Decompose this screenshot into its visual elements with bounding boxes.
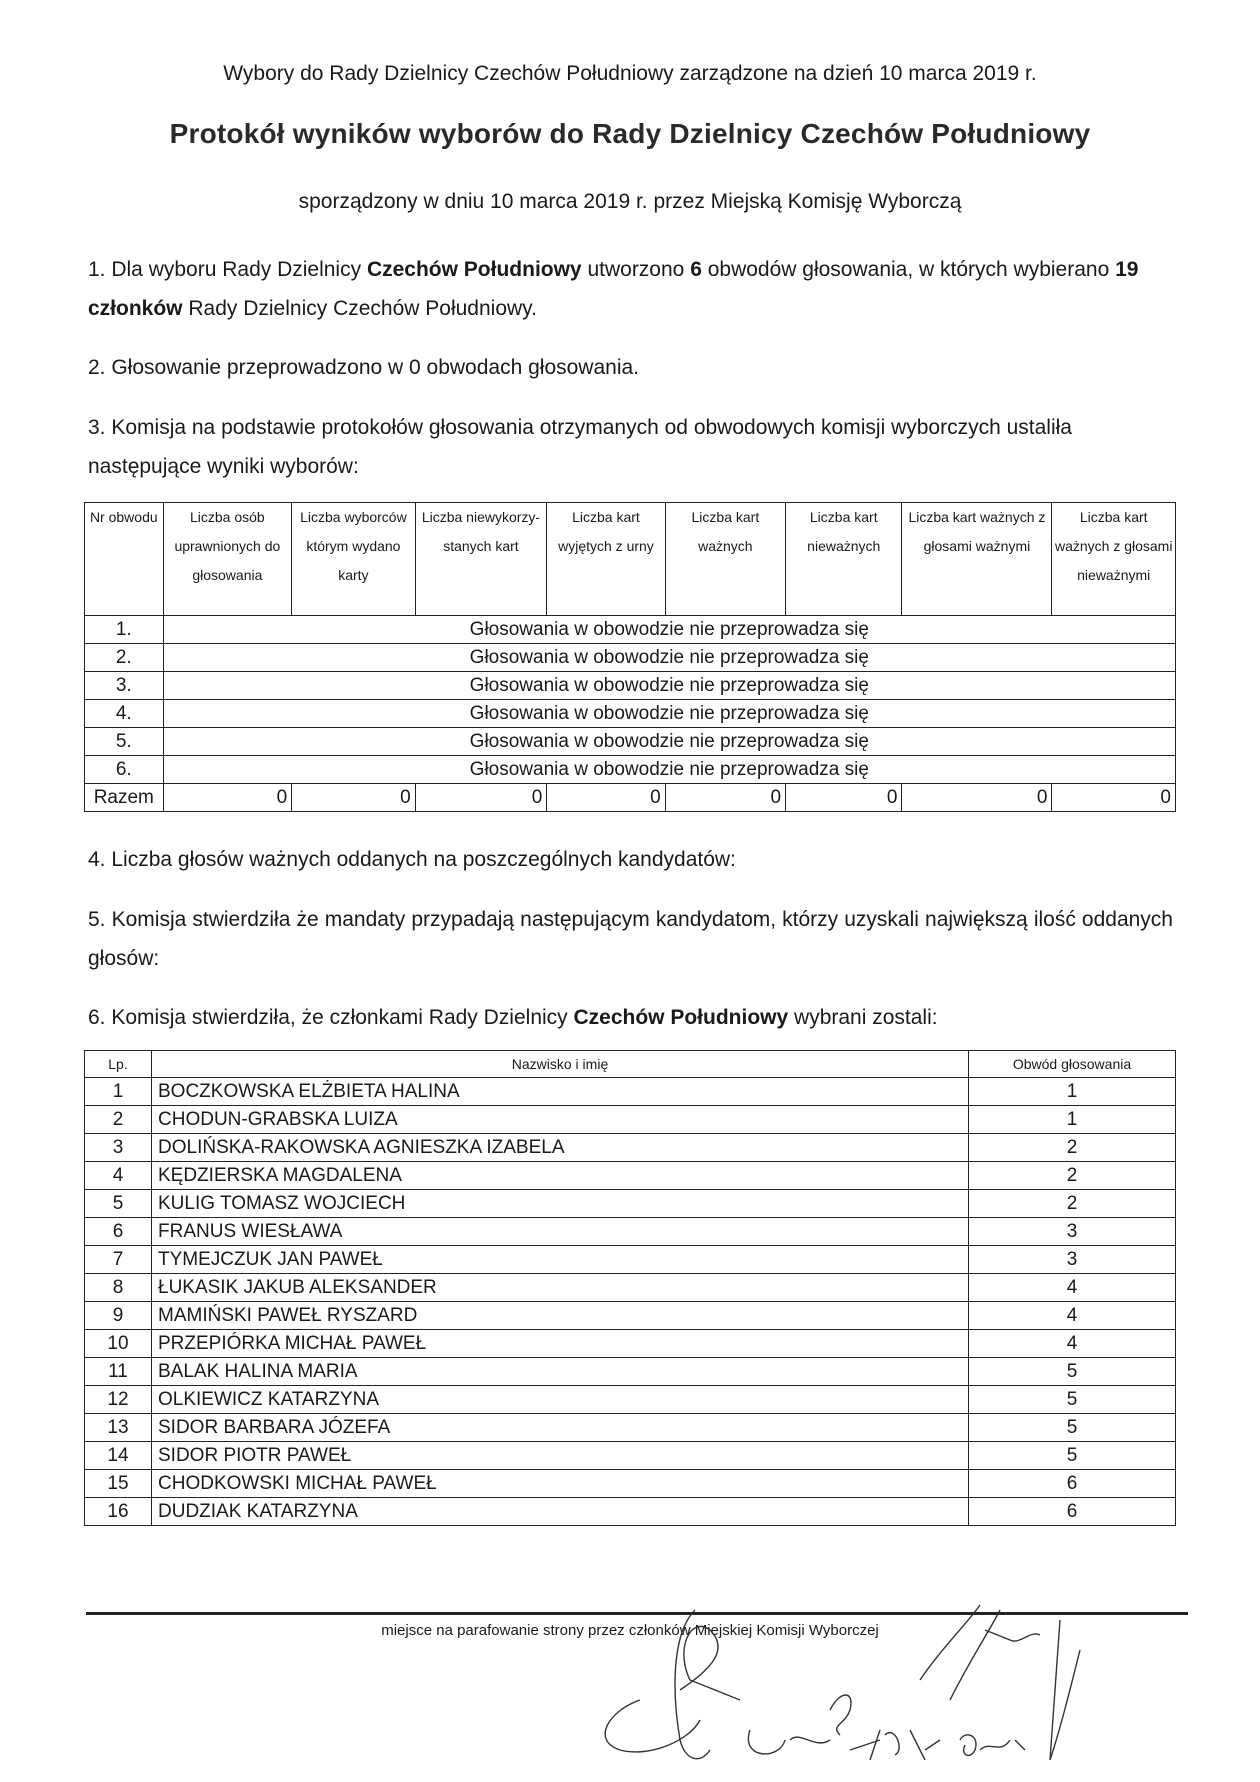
handwritten-signatures-icon <box>580 1590 1200 1780</box>
members-header-row <box>85 1051 1176 1078</box>
section-1: 1. Dla wyboru Rady Dzielnicy Czechów Południowy utworzono 6 obwodów głosowania, w których wybierano 19 członków Rady Dzielnicy Czechów Południowy. <box>88 258 1139 320</box>
col-header: Liczba kart ważnych z głosami ważnymi <box>902 503 1052 616</box>
col-header-obwod: Obwód głosowania <box>969 1051 1176 1078</box>
table-row: 13 SIDOR BARBARA JÓZEFA 5 <box>85 1414 1176 1442</box>
section-4: 4. Liczba głosów ważnych oddanych na poszczególnych kandydatów: <box>88 848 736 871</box>
table-row: 3 DOLIŃSKA-RAKOWSKA AGNIESZKA IZABELA 2 <box>85 1134 1176 1162</box>
table-row: 7 TYMEJCZUK JAN PAWEŁ 3 <box>85 1246 1176 1274</box>
table-row: 4. Głosowania w obowodzie nie przeprowadza się <box>85 700 1176 728</box>
total-row: Razem 0 0 0 0 0 0 0 0 <box>85 784 1176 812</box>
table-row: 4 KĘDZIERSKA MAGDALENA 2 <box>85 1162 1176 1190</box>
document-subtitle: sporządzony w dniu 10 marca 2019 r. przez Miejską Komisję Wyborczą <box>298 190 962 213</box>
col-header-lp: Lp. <box>85 1051 152 1078</box>
section-3: 3. Komisja na podstawie protokołów głosowania otrzymanych od obwodowych komisji wyborczych ustaliła następujące wyniki wyborów: <box>88 416 1072 478</box>
members-table <box>84 1050 1176 1526</box>
table-row: 2 CHODUN-GRABSKA LUIZA 1 <box>85 1106 1176 1134</box>
table-row: 5. Głosowania w obowodzie nie przeprowadza się <box>85 728 1176 756</box>
table-row: 10 PRZEPIÓRKA MICHAŁ PAWEŁ 4 <box>85 1330 1176 1358</box>
table-row: 3. Głosowania w obowodzie nie przeprowadza się <box>85 672 1176 700</box>
table-row: 1 BOCZKOWSKA ELŻBIETA HALINA 1 <box>85 1078 1176 1106</box>
table-row: 16 DUDZIAK KATARZYNA 6 <box>85 1498 1176 1526</box>
table-row: 2. Głosowania w obowodzie nie przeprowadza się <box>85 644 1176 672</box>
col-header: Liczba kart ważnych <box>665 503 785 616</box>
table-row: 9 MAMIŃSKI PAWEŁ RYSZARD 4 <box>85 1302 1176 1330</box>
table-row: 12 OLKIEWICZ KATARZYNA 5 <box>85 1386 1176 1414</box>
signature-caption: miejsce na parafowanie strony przez członków Miejskiej Komisji Wyborczej <box>381 1622 879 1639</box>
section-5: 5. Komisja stwierdziła że mandaty przypadają następującym kandydatom, którzy uzyskali największą ilość oddanych głosów: <box>88 908 1173 970</box>
col-header: Liczba kart ważnych z głosami nieważnymi <box>1052 503 1176 616</box>
election-header-line: Wybory do Rady Dzielnicy Czechów Południowy zarządzone na dzień 10 marca 2019 r. <box>223 62 1037 85</box>
col-header: Liczba osób uprawnionych do głosowania <box>163 503 292 616</box>
table-row: 6. Głosowania w obowodzie nie przeprowadza się <box>85 756 1176 784</box>
table-row: 1. Głosowania w obowodzie nie przeprowadza się <box>85 616 1176 644</box>
results-table <box>84 502 1176 812</box>
document-title: Protokół wyników wyborów do Rady Dzielnicy Czechów Południowy <box>169 118 1091 149</box>
table-row: 11 BALAK HALINA MARIA 5 <box>85 1358 1176 1386</box>
table-row: 8 ŁUKASIK JAKUB ALEKSANDER 4 <box>85 1274 1176 1302</box>
col-header-name: Nazwisko i imię <box>152 1051 969 1078</box>
table-row: 5 KULIG TOMASZ WOJCIECH 2 <box>85 1190 1176 1218</box>
col-header: Nr obwodu <box>85 503 164 616</box>
table-row: 14 SIDOR PIOTR PAWEŁ 5 <box>85 1442 1176 1470</box>
col-header: Liczba kart nieważnych <box>786 503 902 616</box>
section-2: 2. Głosowanie przeprowadzono w 0 obwodach głosowania. <box>88 356 640 379</box>
col-header: Liczba wyborców którym wydano karty <box>292 503 415 616</box>
results-header-row <box>85 503 1176 616</box>
col-header: Liczba niewykorzy-stanych kart <box>415 503 547 616</box>
table-row: 15 CHODKOWSKI MICHAŁ PAWEŁ 6 <box>85 1470 1176 1498</box>
section-6: 6. Komisja stwierdziła, że członkami Rady Dzielnicy Czechów Południowy wybrani zostali: <box>88 1006 938 1029</box>
col-header: Liczba kart wyjętych z urny <box>547 503 665 616</box>
table-row: 6 FRANUS WIESŁAWA 3 <box>85 1218 1176 1246</box>
